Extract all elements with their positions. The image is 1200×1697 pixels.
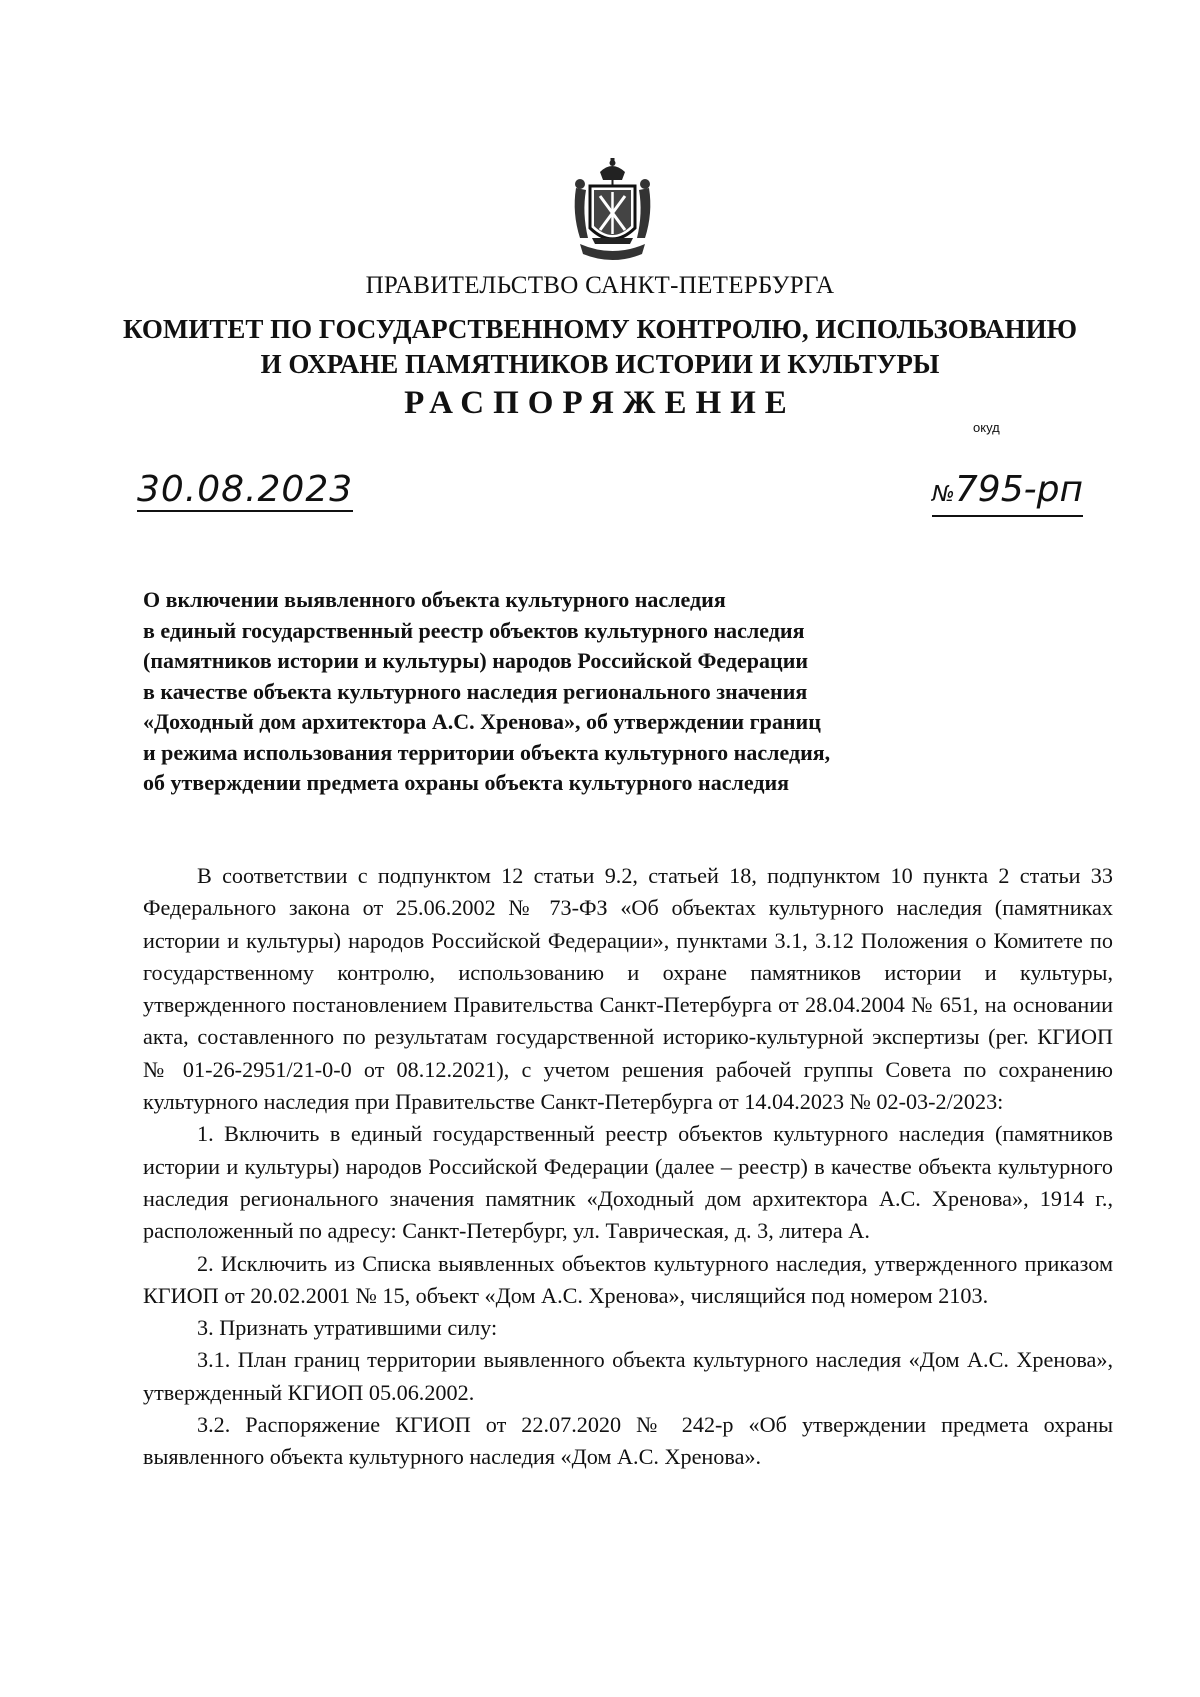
- government-name: ПРАВИТЕЛЬСТВО САНКТ-ПЕТЕРБУРГА: [365, 272, 835, 299]
- document-subject: [143, 585, 983, 799]
- item-3-1-paragraph: 3.1. План границ территории выявленного объекта культурного наследия «Дом А.С. Хренова», утвержденный КГИОП 05.06.2002.: [143, 1347, 1113, 1405]
- document-body: [143, 860, 1113, 1474]
- number-value: 795-рп: [954, 469, 1083, 510]
- document-date: 30.08.2023: [137, 469, 354, 510]
- item-2-paragraph: 2. Исключить из Списка выявленных объектов культурного наследия, утвержденного приказом КГИОП от 20.02.2001 № 15, объект «Дом А.С. Хренова», числящийся под номером 2103.: [143, 1250, 1113, 1308]
- committee-name-line2: И ОХРАНЕ ПАМЯТНИКОВ ИСТОРИИ И КУЛЬТУРЫ: [260, 349, 940, 379]
- coat-of-arms-emblem: [570, 158, 655, 266]
- subject-line: «Доходный дом архитектора А.С. Хренова», об утверждении границ: [143, 709, 821, 734]
- number-sign: №: [932, 482, 955, 507]
- committee-name-line1: КОМИТЕТ ПО ГОСУДАРСТВЕННОМУ КОНТРОЛЮ, ИСПОЛЬЗОВАНИЮ: [123, 314, 1077, 344]
- subject-line: в качестве объекта культурного наследия регионального значения: [143, 678, 808, 704]
- subject-line: об утверждении предмета охраны объекта культурного наследия: [143, 770, 790, 795]
- item-3-paragraph: 3. Признать утратившими силу:: [197, 1315, 498, 1341]
- item-1-paragraph: 1. Включить в единый государственный реестр объектов культурного наследия (памятников истории и культуры) народов Российской Федерации (далее – реестр) в качестве объекта культурного наследия регионального значения памятник «Доходный дом архитектора А.С. Хренова», 1914 г., расположенный по адресу: Санкт-Петербург, ул. Таврическая, д. 3, литера А.: [143, 1121, 1113, 1244]
- committee-name: [0, 312, 1200, 382]
- subject-line: и режима использования территории объекта культурного наследия,: [143, 739, 831, 765]
- subject-line: О включении выявленного объекта культурного наследия: [143, 587, 726, 612]
- okud-label: окуд: [973, 420, 1000, 435]
- preamble-paragraph: В соответствии с подпунктом 12 статьи 9.2, статьей 18, подпунктом 10 пункта 2 статьи 33 Федерального закона от 25.06.2002 № 73-ФЗ «Об объектах культурного наследия (памятниках истории и культуры) народов Российской Федерации», пунктами 3.1, 3.12 Положения о Комитете по государственному контролю, использованию и охране памятников истории и культуры, утвержденного постановлением Правительства Санкт-Петербурга от 28.04.2004 № 651, на основании акта, составленного по результатам государственной историко-культурной экспертизы (рег. КГИОП № 01-26-2951/21-0-0 от 08.12.2021), с учетом решения рабочей группы Совета по сохранению культурного наследия при Правительстве Санкт-Петербурга от 14.04.2023 № 02-03-2/2023:: [143, 863, 1113, 1115]
- document-number: [932, 470, 1083, 517]
- item-3-2-paragraph: 3.2. Распоряжение КГИОП от 22.07.2020 № 242-р «Об утверждении предмета охраны выявленного объекта культурного наследия «Дом А.С. Хренова».: [143, 1412, 1113, 1470]
- subject-line: в единый государственный реестр объектов культурного наследия: [143, 617, 805, 643]
- document-type-title: РАСПОРЯЖЕНИЕ: [404, 385, 796, 421]
- subject-line: (памятников истории и культуры) народов Российской Федерации: [143, 648, 809, 673]
